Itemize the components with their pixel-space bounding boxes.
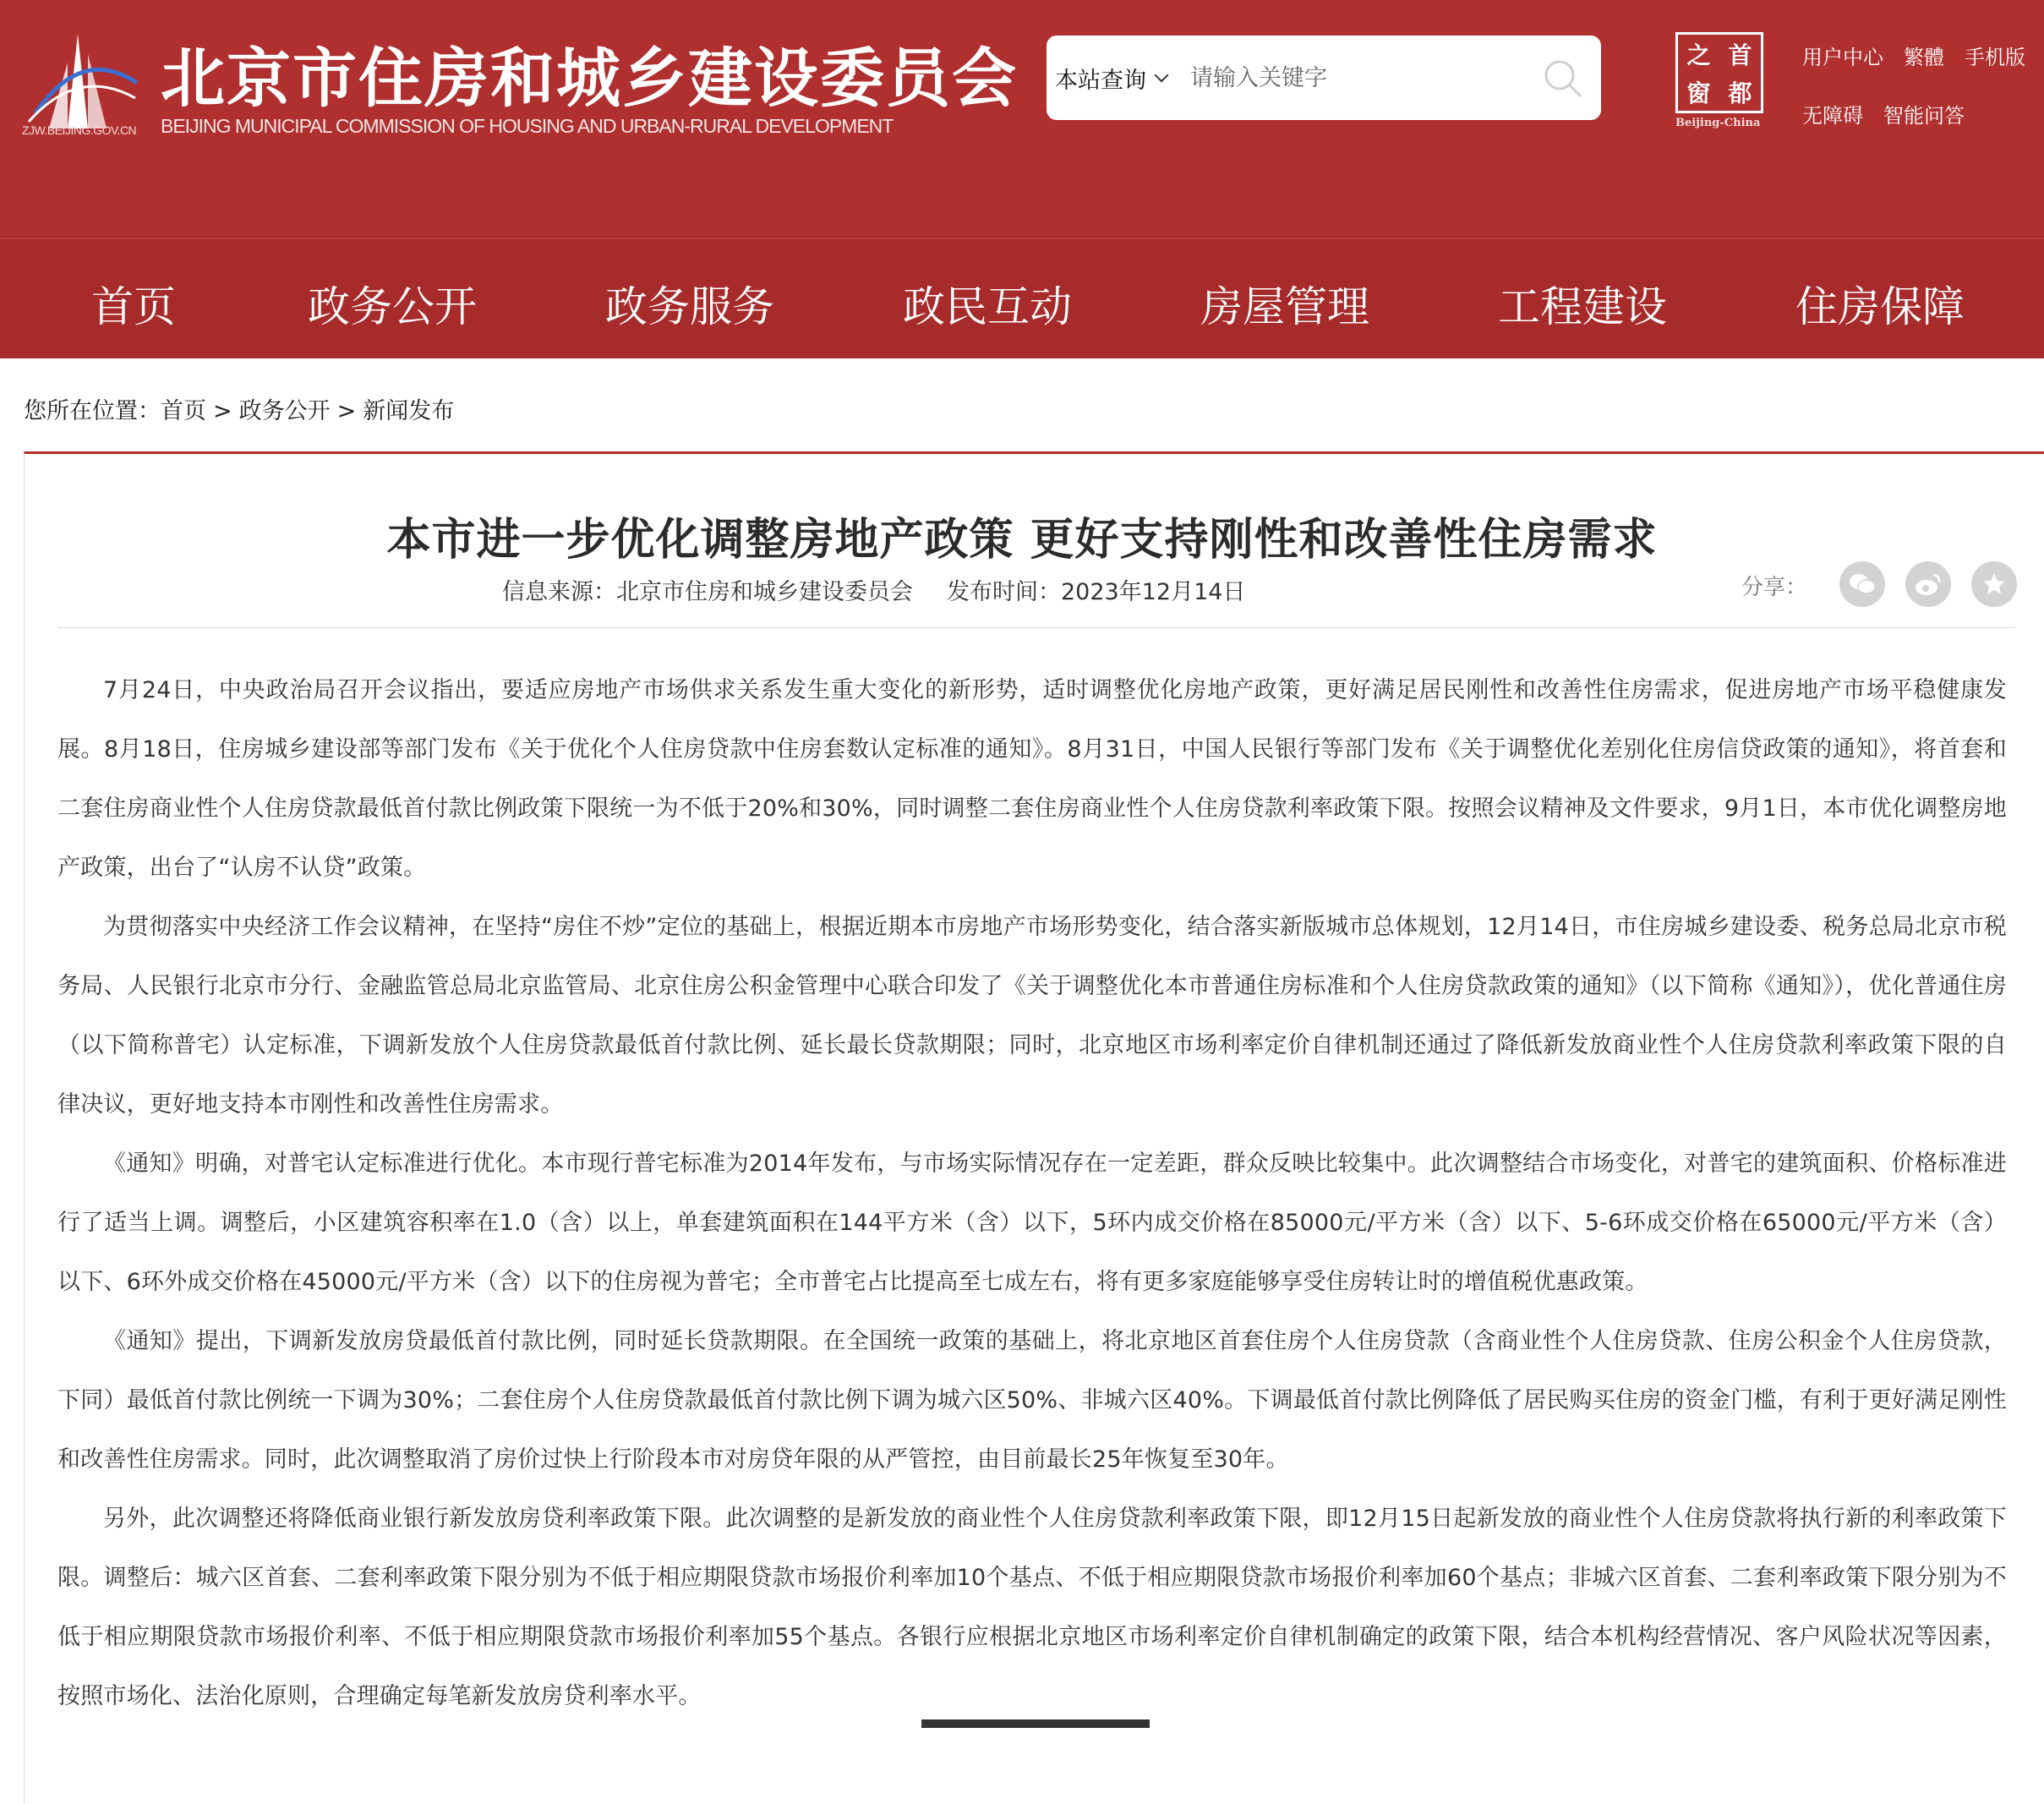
building-logo-icon[interactable] bbox=[19, 29, 144, 139]
seal-char: 都 bbox=[1728, 79, 1752, 107]
article-paragraph: 《通知》提出，下调新发放房贷最低首付款比例，同时延长贷款期限。在全国统一政策的基础上，将北京地区首套住房个人住房贷款（含商业性个人住房贷款、住房公积金个人住房贷款，下同）最低首付款比例统一下调为30%；二套住房个人住房贷款最低首付款比例下调为城六区50%、非城六区40%。下调最低首付款比例降低了居民购买住房的资金门槛，有利于更好满足刚性和改善性住房需求。同时，此次调整取消了房价过快上行阶段本市对房贷年限的从严管控，由目前最长25年恢复至30年。 bbox=[57, 1328, 2007, 1473]
search-box bbox=[1047, 36, 1601, 120]
seal-caption: Beijing-China bbox=[1675, 117, 1761, 129]
main-nav bbox=[0, 238, 2044, 358]
nav-government-services[interactable]: 政务服务 bbox=[605, 282, 774, 331]
seal-char: 首 bbox=[1728, 41, 1752, 69]
site-header bbox=[0, 0, 2044, 238]
breadcrumb-government-affairs[interactable]: 政务公开 bbox=[238, 398, 331, 424]
seal-box bbox=[1675, 32, 1763, 113]
seal-char: 窗 bbox=[1686, 79, 1711, 107]
search-icon[interactable] bbox=[1540, 56, 1586, 101]
breadcrumb-prefix: 您所在位置： bbox=[24, 398, 161, 424]
article-date: 发布时间：2023年12月14日 bbox=[947, 579, 1246, 605]
nav-government-affairs[interactable]: 政务公开 bbox=[308, 282, 477, 331]
nav-construction[interactable]: 工程建设 bbox=[1498, 282, 1667, 331]
chevron-down-icon bbox=[1155, 68, 1169, 83]
breadcrumb-separator: > bbox=[336, 398, 357, 424]
article-meta bbox=[502, 573, 1245, 606]
traditional-chinese-link[interactable]: 繁體 bbox=[1904, 46, 1944, 69]
seal-char: 之 bbox=[1686, 41, 1711, 69]
accessibility-link[interactable]: 无障碍 bbox=[1802, 104, 1863, 128]
user-center-link[interactable]: 用户中心 bbox=[1802, 46, 1883, 69]
breadcrumb-news[interactable]: 新闻发布 bbox=[363, 398, 455, 424]
nav-housing-management[interactable]: 房屋管理 bbox=[1200, 282, 1369, 331]
site-title[interactable]: 北京市住房和城乡建设委员会 bbox=[161, 41, 1018, 116]
mobile-version-link[interactable]: 手机版 bbox=[1965, 46, 2025, 69]
article-paragraph: 7月24日，中央政治局召开会议指出，要适应房地产市场供求关系发生重大变化的新形势，适时调整优化房地产政策，更好满足居民刚性和改善性住房需求，促进房地产市场平稳健康发展。8月18日，住房城乡建设部等部门发布《关于优化个人住房贷款中住房套数认定标准的通知》。8月31日，中国人民银行等部门发布《关于调整优化差别化住房信贷政策的通知》，将首套和二套住房商业性个人住房贷款最低首付款比例政策下限统一为不低于20%和30%，同时调整二套住房商业性个人住房贷款利率政策下限。按照会议精神及文件要求，9月1日，本市优化调整房地产政策，出台了“认房不认贷”政策。 bbox=[57, 677, 2007, 881]
smart-qa-link[interactable]: 智能问答 bbox=[1883, 104, 1965, 128]
search-scope-label: 本站查询 bbox=[1055, 67, 1146, 94]
site-subtitle: BEIJING MUNICIPAL COMMISSION OF HOUSING AND URBAN-RURAL DEVELOPMENT bbox=[161, 115, 894, 137]
breadcrumb-separator: > bbox=[213, 398, 232, 424]
nav-public-interaction[interactable]: 政民互动 bbox=[903, 282, 1072, 331]
nav-home[interactable]: 首页 bbox=[91, 282, 176, 331]
breadcrumb-home[interactable]: 首页 bbox=[161, 398, 206, 424]
breadcrumb bbox=[24, 392, 454, 425]
title-divider bbox=[57, 627, 2015, 628]
article-title: 本市进一步优化调整房地产政策 更好支持刚性和改善性住房需求 bbox=[386, 515, 1658, 566]
article-source: 信息来源：北京市住房和城乡建设委员会 bbox=[502, 579, 913, 605]
search-input[interactable] bbox=[1190, 52, 1545, 103]
article-paragraph: 为贯彻落实中央经济工作会议精神，在坚持“房住不炒”定位的基础上，根据近期本市房地产市场形势变化，结合落实新版城市总体规划，12月14日，市住房城乡建设委、税务总局北京市税务局、人民银行北京市分行、金融监管总局北京监管局、北京住房公积金管理中心联合印发了《关于调整优化本市普通住房标准和个人住房贷款政策的通知》（以下简称《通知》），优化普通住房（以下简称普宅）认定标准，下调新发放个人住房贷款最低首付款比例、延长最长贷款期限；同时，北京地区市场利率定价自律机制还通过了降低新发放商业性个人住房贷款利率政策下限的自律决议，更好地支持本市刚性和改善性住房需求。 bbox=[57, 914, 2007, 1118]
search-scope-dropdown[interactable] bbox=[1055, 62, 1167, 95]
article-paragraph: 《通知》明确，对普宅认定标准进行优化。本市现行普宅标准为2014年发布，与市场实际情况存在一定差距，群众反映比较集中。此次调整结合市场变化，对普宅的建筑面积、价格标准进行了适当上调。调整后，小区建筑容积率在1.0（含）以上，单套建筑面积在144平方米（含）以下，5环内成交价格在85000元/平方米（含）以下、5-6环成交价格在65000元/平方米（含）以下、6环外成交价格在45000元/平方米（含）以下的住房视为普宅；全市普宅占比提高至七成左右，将有更多家庭能够享受住房转让时的增值税优惠政策。 bbox=[57, 1151, 2007, 1295]
article-body bbox=[57, 661, 2007, 1726]
nav-housing-security[interactable]: 住房保障 bbox=[1795, 282, 1965, 331]
site-domain: ZJW.BEIJING.GOV.CN bbox=[22, 123, 137, 137]
weibo-icon[interactable] bbox=[1905, 561, 1951, 607]
share-label: 分享： bbox=[1741, 575, 1808, 600]
cut-off-heading bbox=[921, 1719, 1150, 1728]
favorite-icon[interactable] bbox=[1971, 561, 2017, 607]
top-links bbox=[1802, 41, 2039, 157]
wechat-icon[interactable] bbox=[1839, 561, 1885, 607]
capital-window-seal[interactable] bbox=[1675, 32, 1768, 132]
article-paragraph: 另外，此次调整还将降低商业银行新发放房贷利率政策下限。此次调整的是新发放的商业性个人住房贷款利率政策下限，即12月15日起新发放的商业性个人住房贷款将执行新的利率政策下限。调整后：城六区首套、二套利率政策下限分别为不低于相应期限贷款市场报价利率加10个基点、不低于相应期限贷款市场报价利率加60个基点；非城六区首套、二套利率政策下限分别为不低于相应期限贷款市场报价利率、不低于相应期限贷款市场报价利率加55个基点。各银行应根据北京地区市场利率定价自律机制确定的政策下限，结合本机构经营情况、客户风险状况等因素，按照市场化、法治化原则，合理确定每笔新发放房贷利率水平。 bbox=[57, 1506, 2007, 1709]
